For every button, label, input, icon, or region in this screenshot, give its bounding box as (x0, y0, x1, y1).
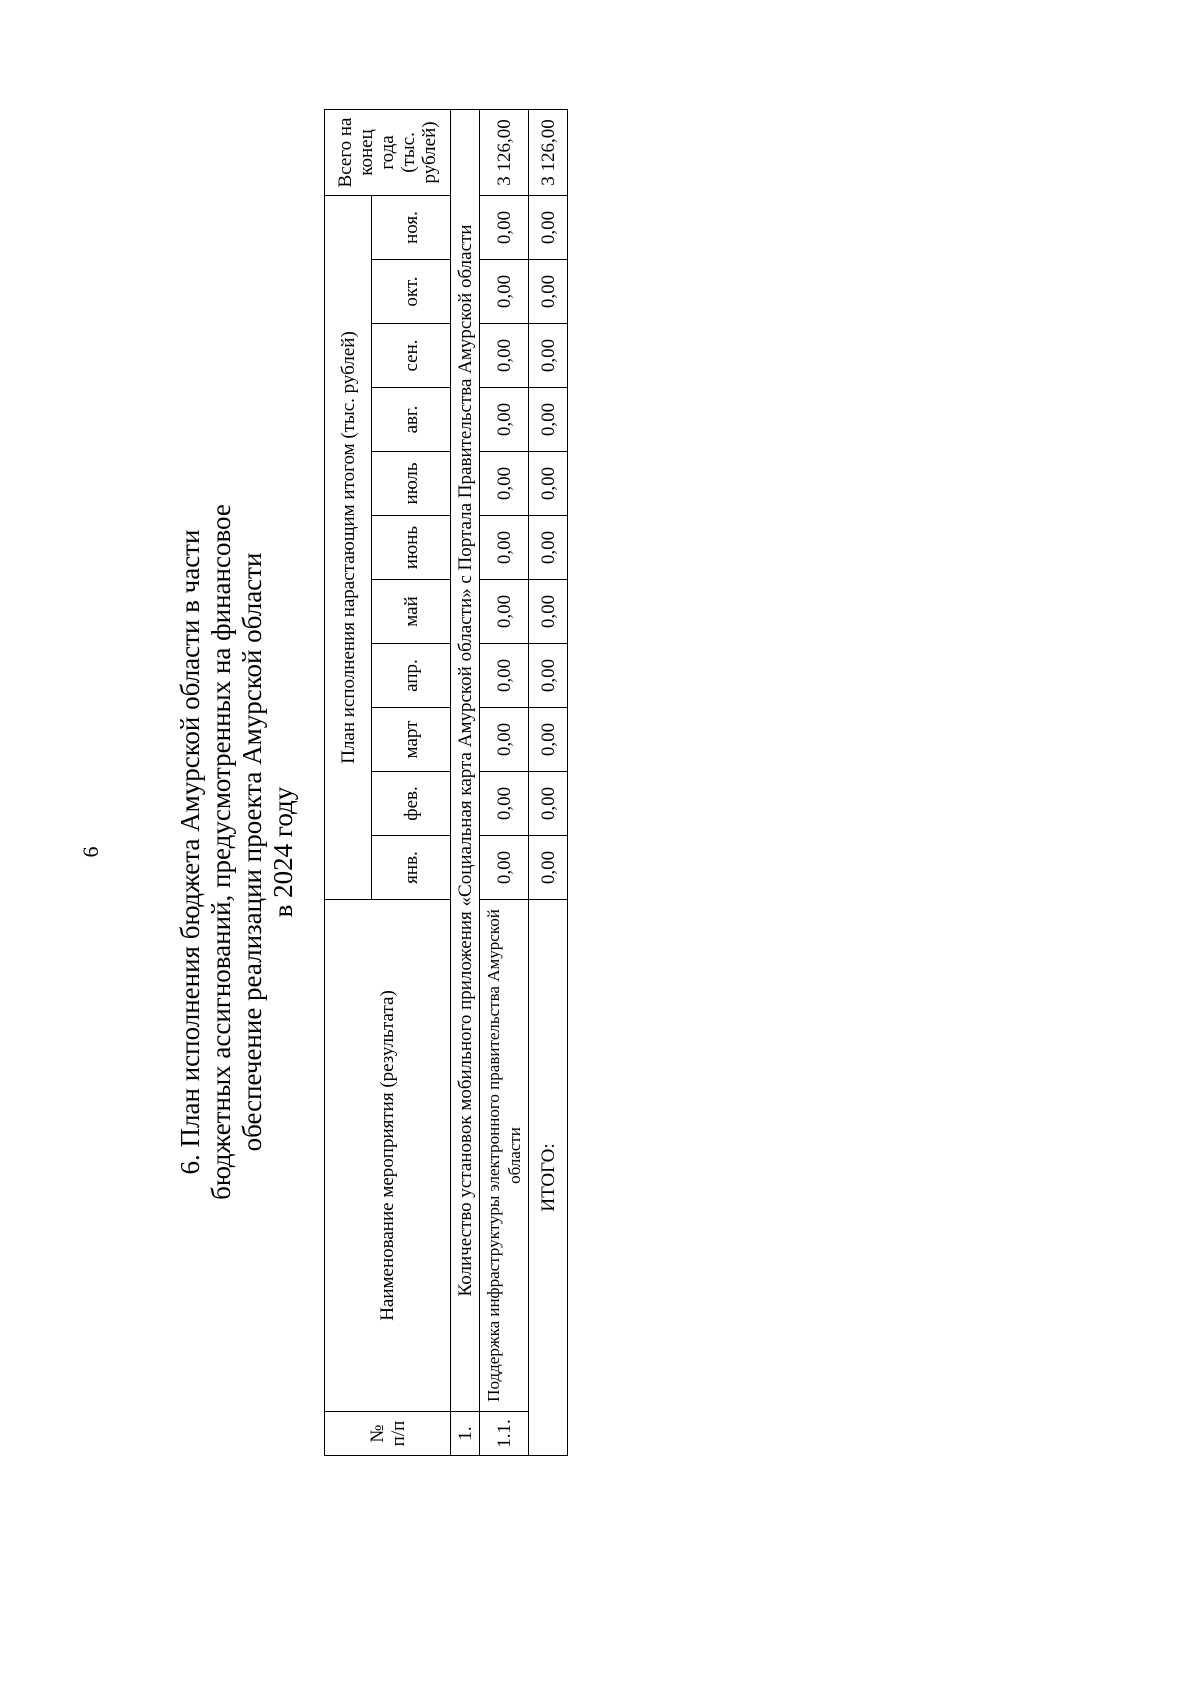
row-value: 0,00 (480, 324, 529, 388)
total-value: 0,00 (529, 452, 568, 516)
header-num: № п/п (325, 1412, 451, 1456)
total-value: 0,00 (529, 324, 568, 388)
document-title (175, 0, 299, 1704)
total-sum: 3 126,00 (529, 109, 568, 195)
header-month: окт. (372, 260, 451, 324)
title-line: обеспечение реализации проекта Амурской области (237, 552, 267, 1152)
section-row (451, 109, 480, 1455)
section-num: 1. (451, 1412, 480, 1456)
header-month: май (372, 580, 451, 644)
header-month: июль (372, 452, 451, 516)
header-month: апр. (372, 644, 451, 708)
row-value: 0,00 (480, 708, 529, 772)
header-plan: План исполнения нарастающим итогом (тыс. рублей) (325, 195, 372, 899)
total-value: 0,00 (529, 708, 568, 772)
header-month: фев. (372, 772, 451, 836)
header-month: авг. (372, 388, 451, 452)
total-row (529, 109, 568, 1455)
total-value: 0,00 (529, 516, 568, 580)
row-value: 0,00 (480, 388, 529, 452)
budget-plan-table (324, 109, 568, 1456)
header-month: март (372, 708, 451, 772)
total-value: 0,00 (529, 580, 568, 644)
row-total: 3 126,00 (480, 109, 529, 195)
row-value: 0,00 (480, 580, 529, 644)
row-name: Поддержка инфраструктуры электронного правительства Амурской области (480, 900, 529, 1412)
row-value: 0,00 (480, 772, 529, 836)
row-value: 0,00 (480, 452, 529, 516)
title-line: в 2024 году (268, 786, 298, 918)
table-row (480, 109, 529, 1455)
total-value: 0,00 (529, 644, 568, 708)
row-value: 0,00 (480, 836, 529, 900)
row-value: 0,00 (480, 644, 529, 708)
page-number: 6 (78, 846, 103, 858)
total-value: 0,00 (529, 836, 568, 900)
total-value: 0,00 (529, 388, 568, 452)
total-label: ИТОГО: (529, 900, 568, 1456)
header-month: сен. (372, 324, 451, 388)
row-value: 0,00 (480, 260, 529, 324)
row-value: 0,00 (480, 195, 529, 259)
total-value: 0,00 (529, 195, 568, 259)
row-num: 1.1. (480, 1412, 529, 1456)
total-value: 0,00 (529, 260, 568, 324)
header-month: июнь (372, 516, 451, 580)
title-line: бюджетных ассигнований, предусмотренных на финансовое (206, 504, 236, 1200)
title-line: 6. План исполнения бюджета Амурской области в части (175, 529, 205, 1175)
section-text: Количество установок мобильного приложения «Социальная карта Амурской области» с Портала Правительства Амурской области (451, 109, 480, 1411)
header-total: Всего на конец года (тыс. рублей) (325, 109, 451, 195)
header-name: Наименование мероприятия (результата) (325, 900, 451, 1412)
header-month: янв. (372, 836, 451, 900)
row-value: 0,00 (480, 516, 529, 580)
total-value: 0,00 (529, 772, 568, 836)
header-month: ноя. (372, 195, 451, 259)
